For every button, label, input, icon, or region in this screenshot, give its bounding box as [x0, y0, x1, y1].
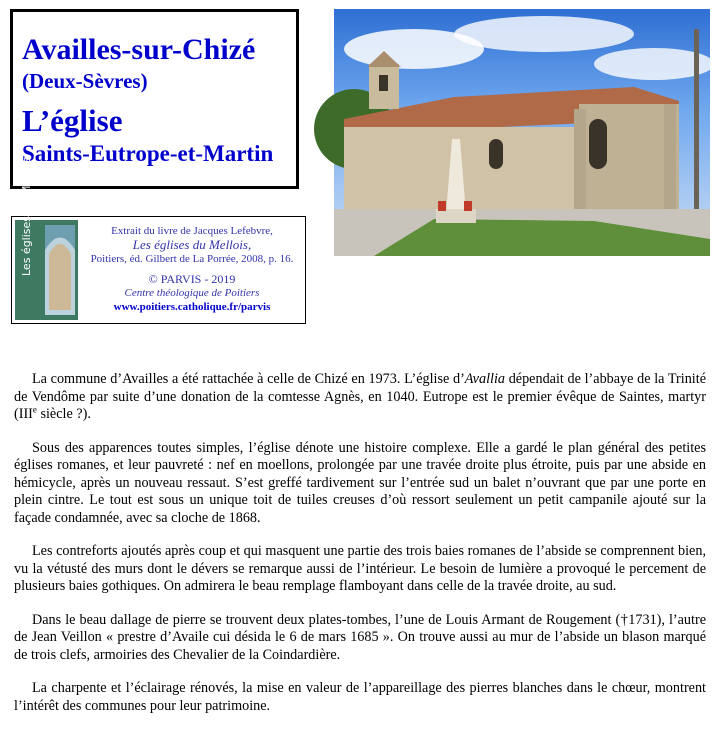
title-box — [10, 9, 299, 189]
paragraph-1-text-a: La commune d’Availles a été rattachée à celle de Chizé en 1973. L’église d’ — [32, 371, 465, 387]
source-box — [11, 157, 306, 324]
paragraph-1-italic: Avallia — [464, 371, 505, 387]
page-subtitle: (Deux-Sèvres) — [22, 69, 148, 93]
paragraph-1-text-b: dépendait de l’abbaye de la Trinité de Vendôme par suite d’une donation de la comtesse Agnès, en 1040. Eutrope est le premier évêque de Saintes, martyr (III — [14, 371, 706, 422]
source-line3: Poitiers, éd. Gilbert de La Porrée, 2008, p. 16. — [90, 253, 294, 265]
paragraph-1-text-c: siècle ?). — [36, 406, 91, 422]
paragraph-2: Sous des apparences toutes simples, l’église dénote une histoire complexe. Elle a gardé le plan général des petites églises romanes, et leur pauvreté : nef en moellons, prolongée par une travée droite plus étroite, puis par une abside en hémicycle, après un nouveau ressaut. S’est greffé tardivement sur l’entrée sud un balet n’ouvrant que par une porte en plein cintre. Le tout est sous un unique toit de tuiles creuses d’où ressort seulement un petit campanile ajouté sur la façade condamnée, avec sa cloche de 1868. — [14, 439, 706, 526]
book-cover-image — [15, 157, 78, 320]
source-line1: Extrait du livre de Jacques Lefebvre, — [111, 225, 273, 237]
paragraph-5: La charpente et l’éclairage rénovés, la mise en valeur de l’appareillage des pierres blanches dans le chœur, montrent l’intérêt des communes pour leur patrimoine. — [14, 680, 706, 714]
paragraph-1 — [14, 371, 706, 424]
paragraph-1-sup: e — [32, 404, 37, 415]
page-title: Availles-sur-Chizé — [22, 33, 256, 66]
website-link[interactable]: www.poitiers.catholique.fr/parvis — [113, 301, 271, 313]
church-photo-drawing — [334, 9, 710, 256]
paragraph-4: Dans le beau dallage de pierre se trouvent deux plates-tombes, l’une de Louis Armant de Rougement (†1731), l’autre de Jean Veillon « prestre d’Availe cui désida le 6 de mars 1685 ». On trouve aussi au mur de l’abside un blason marqué de trois clefs, armoiries des Chevalier de la Coindardière. — [14, 611, 706, 663]
centre-name: Centre théologique de Poitiers — [124, 287, 260, 299]
source-book-title: Les églises du Mellois, — [132, 237, 252, 252]
source-text — [80, 224, 304, 314]
paragraph-3: Les contreforts ajoutés après coup et qui masquent une partie des trois baies romanes de l’abside se comprennent bien, vu la vétusté des murs dont le dévers se remarque aussi de l’intérieur. Le besoin de lumière a provoqué le percement de plusieurs baies gothiques. On admirera le beau remplage flamboyant dans celle de la travée droite, au sud. — [14, 543, 706, 594]
copyright: © PARVIS - 2019 — [148, 272, 236, 286]
church-title: L’église — [22, 103, 123, 138]
article-body — [14, 371, 706, 731]
book-cover-title: Les églises du Mellois — [20, 157, 33, 276]
church-photo — [334, 9, 710, 256]
church-name: Saints-Eutrope-et-Martin — [22, 141, 274, 166]
